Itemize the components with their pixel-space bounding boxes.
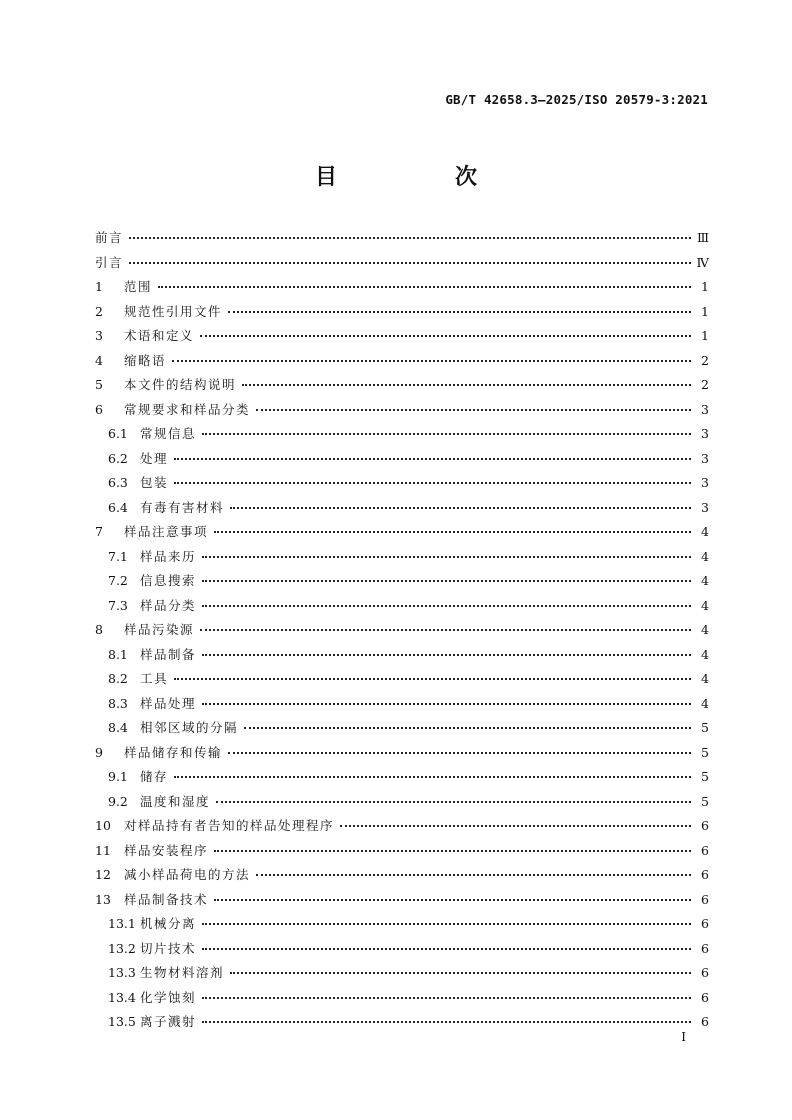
- toc-entry-number: 13.4: [108, 989, 136, 1005]
- toc-entry-label: 有毒有害材料: [140, 499, 225, 515]
- toc-entry[interactable]: [95, 569, 709, 594]
- toc-entry[interactable]: [95, 643, 709, 668]
- toc-entry[interactable]: [95, 667, 709, 692]
- toc-entry-number: 9: [95, 744, 103, 760]
- toc-entry-page: 6: [701, 916, 709, 931]
- toc-entry[interactable]: [95, 863, 709, 888]
- toc-entry[interactable]: [95, 545, 709, 570]
- toc-dot-leader: [242, 384, 691, 386]
- toc-dot-leader: [202, 1021, 691, 1023]
- toc-entry-page: 3: [701, 401, 709, 417]
- toc-entry[interactable]: [95, 471, 709, 496]
- toc-entry-number: 10: [95, 818, 111, 833]
- toc-entry-label: 样品污染源: [124, 622, 195, 637]
- toc-dot-leader: [200, 335, 691, 337]
- toc-dot-leader: [172, 360, 691, 362]
- toc-entry-page: 6: [701, 940, 709, 956]
- toc-entry-label: 离子溅射: [140, 1014, 197, 1029]
- toc-entry-label: 工具: [140, 671, 169, 686]
- toc-entry[interactable]: [95, 692, 709, 717]
- toc-entry-page: 1: [701, 328, 709, 343]
- toc-entry-label: 引言: [95, 254, 124, 270]
- toc-entry-label: 样品注意事项: [124, 524, 209, 539]
- toc-entry-page: 5: [701, 769, 709, 784]
- toc-entry[interactable]: [95, 226, 709, 251]
- toc-entry-number: 13.2: [108, 940, 136, 956]
- toc-dot-leader: [244, 727, 691, 729]
- toc-dot-leader: [158, 286, 691, 288]
- toc-entry[interactable]: [95, 275, 709, 300]
- toc-dot-leader: [202, 997, 691, 999]
- toc-entry-number: 8.2: [108, 671, 128, 686]
- toc-entry[interactable]: [95, 398, 709, 423]
- toc-dot-leader: [174, 482, 691, 484]
- toc-entry-page: 6: [701, 891, 709, 907]
- toc-dot-leader: [200, 629, 691, 631]
- toc-entry[interactable]: [95, 251, 709, 276]
- toc-dot-leader: [202, 433, 691, 435]
- toc-dot-leader: [202, 605, 691, 607]
- toc-entry-label: 术语和定义: [124, 328, 195, 343]
- toc-entry-number: 8: [95, 622, 103, 637]
- toc-dot-leader: [216, 801, 691, 803]
- toc-entry-page: 6: [701, 818, 709, 833]
- toc-dot-leader: [202, 923, 691, 925]
- toc-entry-number: 4: [95, 352, 103, 368]
- toc-dot-leader: [202, 703, 691, 705]
- toc-entry-page: 6: [701, 989, 709, 1005]
- toc-dot-leader: [129, 262, 690, 264]
- toc-entry[interactable]: [95, 888, 709, 913]
- toc-entry-page: 6: [701, 965, 709, 980]
- toc-dot-leader: [174, 776, 691, 778]
- toc-entry-page: 5: [701, 720, 709, 735]
- toc-dot-leader: [228, 311, 691, 313]
- toc-dot-leader: [256, 409, 691, 411]
- toc-entry-page: 5: [701, 744, 709, 760]
- toc-entry-label: 样品储存和传输: [124, 744, 223, 760]
- toc-entry-number: 13.5: [108, 1014, 136, 1029]
- toc-entry-page: 4: [701, 622, 709, 637]
- toc-entry-label: 处理: [140, 450, 169, 466]
- toc-entry-page: 3: [701, 450, 709, 466]
- toc-entry-number: 13: [95, 891, 111, 907]
- toc-entry-number: 2: [95, 303, 103, 319]
- toc-entry-number: 9.1: [108, 769, 128, 784]
- toc-entry-number: 6.1: [108, 426, 128, 441]
- toc-entry[interactable]: [95, 447, 709, 472]
- toc-entry-label: 切片技术: [140, 940, 197, 956]
- toc-entry-number: 7.2: [108, 573, 128, 588]
- toc-dot-leader: [202, 580, 691, 582]
- toc-entry-page: 3: [701, 426, 709, 441]
- toc-entry[interactable]: [95, 839, 709, 864]
- toc-entry-number: 6.3: [108, 475, 128, 490]
- toc-dot-leader: [202, 556, 691, 558]
- toc-dot-leader: [230, 507, 691, 509]
- toc-entry-label: 生物材料溶剂: [140, 965, 225, 980]
- toc-entry-label: 本文件的结构说明: [124, 377, 237, 392]
- toc-entry-page: 1: [701, 279, 709, 294]
- toc-dot-leader: [228, 752, 691, 754]
- toc-entry-label: 减小样品荷电的方法: [124, 867, 251, 882]
- toc-entry-number: 6.2: [108, 450, 128, 466]
- toc-entry[interactable]: [95, 496, 709, 521]
- toc-entry-page: 2: [701, 352, 709, 368]
- toc-entry[interactable]: [95, 349, 709, 374]
- toc-entry-label: 常规要求和样品分类: [124, 401, 251, 417]
- toc-entry[interactable]: [95, 1010, 709, 1035]
- toc-entry-page: 6: [701, 842, 709, 858]
- toc-entry-number: 7.3: [108, 597, 128, 613]
- toc-entry-page: Ⅳ: [696, 254, 709, 270]
- toc-entry-label: 化学蚀刻: [140, 989, 197, 1005]
- toc-entry-label: 信息搜索: [140, 573, 197, 588]
- toc-dot-leader: [214, 850, 691, 852]
- toc-entry-page: 3: [701, 475, 709, 490]
- toc-entry-page: 4: [701, 597, 709, 613]
- table-of-contents: [95, 226, 709, 1035]
- toc-entry-page: 4: [701, 695, 709, 711]
- toc-entry[interactable]: [95, 986, 709, 1011]
- toc-entry-label: 范围: [124, 279, 153, 294]
- toc-entry[interactable]: [95, 814, 709, 839]
- toc-entry[interactable]: [95, 373, 709, 398]
- toc-entry-label: 包装: [140, 475, 169, 490]
- toc-entry-number: 8.3: [108, 695, 128, 711]
- toc-entry-page: 4: [701, 646, 709, 662]
- toc-entry-number: 7.1: [108, 548, 128, 564]
- toc-entry-number: 6.4: [108, 499, 128, 515]
- toc-entry-label: 样品制备: [140, 646, 197, 662]
- page-number: I: [681, 1030, 686, 1044]
- toc-dot-leader: [174, 678, 691, 680]
- toc-entry[interactable]: [95, 422, 709, 447]
- toc-entry-number: 6: [95, 401, 103, 417]
- toc-entry[interactable]: [95, 961, 709, 986]
- toc-dot-leader: [129, 237, 691, 239]
- toc-dot-leader: [174, 458, 691, 460]
- toc-entry-number: 9.2: [108, 793, 128, 809]
- toc-dot-leader: [256, 874, 691, 876]
- toc-dot-leader: [230, 972, 691, 974]
- toc-dot-leader: [214, 899, 691, 901]
- toc-entry[interactable]: [95, 741, 709, 766]
- toc-entry-label: 缩略语: [124, 352, 167, 368]
- toc-entry-label: 温度和湿度: [140, 793, 211, 809]
- toc-entry-label: 相邻区域的分隔: [140, 720, 239, 735]
- page-title: 目 次: [314, 165, 525, 190]
- toc-entry-page: 4: [701, 671, 709, 686]
- toc-entry-label: 对样品持有者告知的样品处理程序: [124, 818, 335, 833]
- toc-entry-number: 13.1: [108, 916, 136, 931]
- toc-entry-label: 样品安装程序: [124, 842, 209, 858]
- toc-entry-label: 储存: [140, 769, 169, 784]
- toc-dot-leader: [202, 654, 691, 656]
- toc-entry-page: 1: [701, 303, 709, 319]
- toc-dot-leader: [214, 531, 691, 533]
- toc-entry[interactable]: [95, 765, 709, 790]
- toc-entry-number: 1: [95, 279, 103, 294]
- toc-entry-number: 7: [95, 524, 103, 539]
- toc-entry-page: 4: [701, 573, 709, 588]
- toc-entry-page: Ⅲ: [696, 230, 709, 245]
- toc-entry-page: 4: [701, 548, 709, 564]
- toc-entry-page: 2: [701, 377, 709, 392]
- toc-entry-page: 4: [701, 524, 709, 539]
- toc-entry[interactable]: [95, 594, 709, 619]
- toc-entry-number: 8.4: [108, 720, 128, 735]
- toc-entry-label: 前言: [95, 230, 124, 245]
- toc-entry[interactable]: [95, 937, 709, 962]
- toc-entry-number: 13.3: [108, 965, 136, 980]
- toc-entry-label: 规范性引用文件: [124, 303, 223, 319]
- toc-entry[interactable]: [95, 912, 709, 937]
- toc-entry-page: 6: [701, 867, 709, 882]
- toc-entry-label: 样品来历: [140, 548, 197, 564]
- toc-entry-label: 样品分类: [140, 597, 197, 613]
- toc-entry-number: 11: [95, 842, 111, 858]
- toc-entry-number: 5: [95, 377, 103, 392]
- toc-entry-page: 6: [701, 1014, 709, 1029]
- toc-entry-number: 8.1: [108, 646, 128, 662]
- toc-entry[interactable]: [95, 716, 709, 741]
- toc-dot-leader: [340, 825, 691, 827]
- toc-entry-number: 12: [95, 867, 111, 882]
- toc-entry-label: 样品制备技术: [124, 891, 209, 907]
- toc-entry-label: 常规信息: [140, 426, 197, 441]
- toc-entry-label: 样品处理: [140, 695, 197, 711]
- document-code-header: GB/T 42658.3—2025/ISO 20579-3:2021: [445, 92, 708, 107]
- toc-entry[interactable]: [95, 324, 709, 349]
- toc-entry[interactable]: [95, 618, 709, 643]
- toc-entry[interactable]: [95, 790, 709, 815]
- toc-entry-page: 5: [701, 793, 709, 809]
- toc-dot-leader: [202, 948, 691, 950]
- toc-entry[interactable]: [95, 520, 709, 545]
- toc-entry-page: 3: [701, 499, 709, 515]
- toc-entry-number: 3: [95, 328, 103, 343]
- toc-entry-label: 机械分离: [140, 916, 197, 931]
- toc-entry[interactable]: [95, 300, 709, 325]
